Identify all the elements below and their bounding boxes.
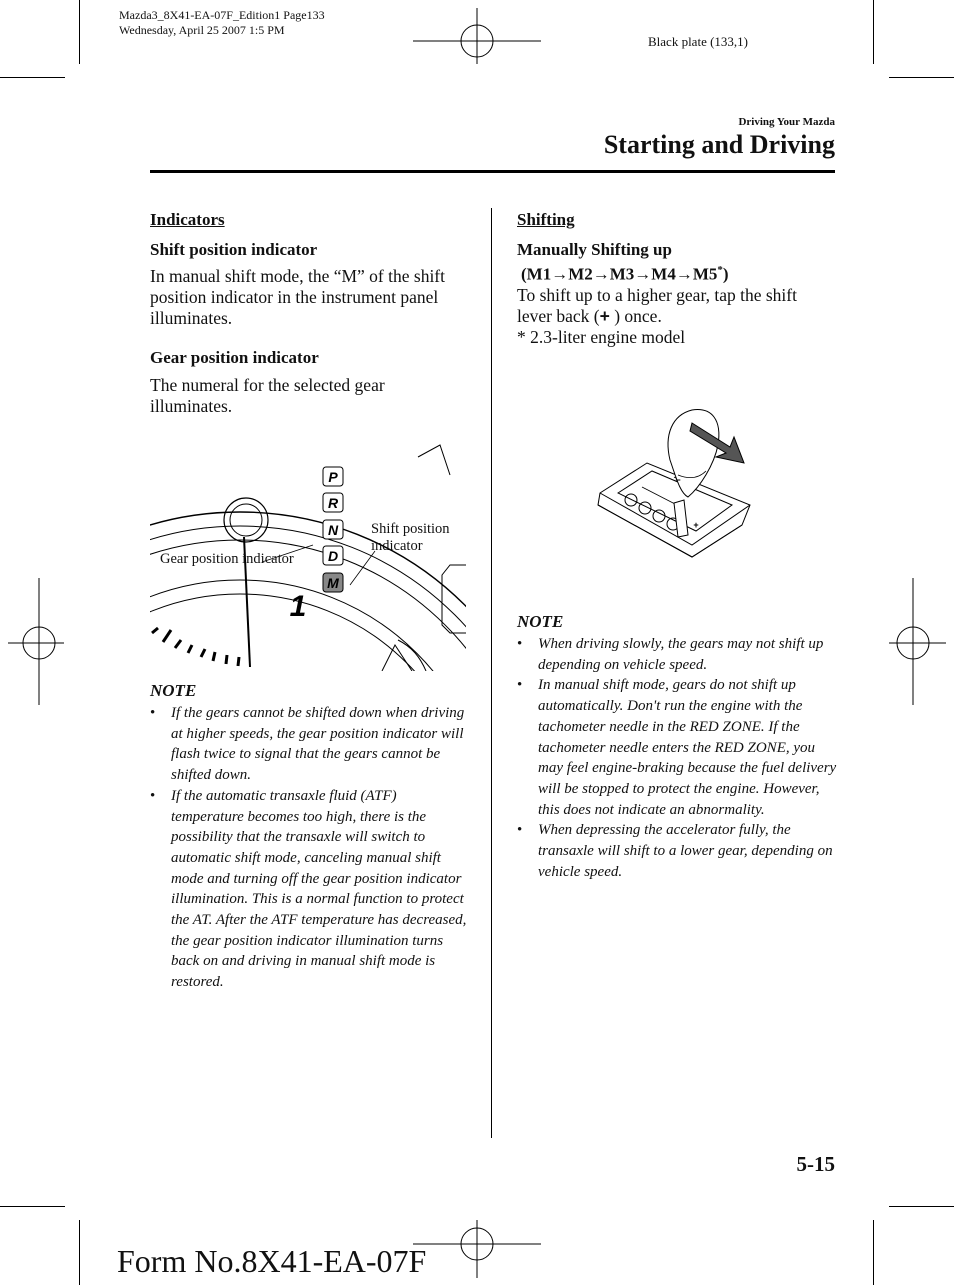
left-note-list bbox=[150, 703, 470, 993]
shifting-heading: Shifting bbox=[517, 210, 575, 229]
left-note bbox=[150, 681, 470, 993]
list-item: • When depressing the accelerator fully, the transaxle will shift to a lower gear, depending on vehicle speed. bbox=[517, 820, 839, 882]
shift-up-instruction bbox=[517, 285, 835, 327]
gear-sequence bbox=[517, 264, 835, 285]
shift-letter-r bbox=[323, 493, 343, 512]
svg-text:P: P bbox=[328, 469, 338, 485]
shift-position-label-line-1: Shift position bbox=[371, 521, 450, 537]
gear-position-text: The numeral for the selected gear illuminates. bbox=[150, 375, 385, 416]
right-note-list bbox=[517, 634, 839, 882]
gear-position-label: Gear position indicator bbox=[160, 551, 294, 567]
plus-mark: + bbox=[693, 520, 699, 530]
svg-text:D: D bbox=[327, 548, 339, 564]
right-note-title: NOTE bbox=[517, 612, 564, 631]
gear-numeral: 1 bbox=[289, 590, 307, 623]
gear-sequence-close: ) bbox=[722, 264, 729, 284]
svg-text:M: M bbox=[327, 575, 339, 591]
gear-position-subheading: Gear position indicator bbox=[150, 348, 319, 367]
shift-letter-n bbox=[323, 520, 343, 539]
left-column bbox=[150, 210, 470, 417]
manual-shift-up-subheading: Manually Shifting up bbox=[517, 240, 672, 259]
shift-letter-m bbox=[323, 573, 343, 592]
shift-up-text-b: ) once. bbox=[609, 305, 662, 326]
gear-sequence-asterisk: * bbox=[717, 264, 723, 276]
shift-position-label bbox=[371, 521, 450, 555]
list-item: • When driving slowly, the gears may not shift up depending on vehicle speed. bbox=[517, 634, 839, 675]
shift-lever-figure bbox=[592, 405, 757, 560]
shift-position-label-line-2: indicator bbox=[371, 538, 423, 554]
plate-label: Black plate (133,1) bbox=[648, 34, 748, 49]
printer-line-2: Wednesday, April 25 2007 1:5 PM bbox=[119, 23, 285, 37]
form-number: Form No.8X41-EA-07F bbox=[117, 1243, 427, 1279]
shift-letter-d bbox=[323, 546, 343, 565]
shift-position-subheading: Shift position indicator bbox=[150, 240, 318, 259]
header-rule bbox=[150, 170, 835, 173]
svg-text:N: N bbox=[327, 522, 339, 538]
svg-text:R: R bbox=[327, 495, 339, 511]
list-item: • If the automatic transaxle fluid (ATF) temperature becomes too high, there is the possibility that the transaxle will switch to automatic shift mode, canceling manual shift mode and turning off the gear position indicator illumination. This is a normal function to protect the AT. After the ATF temperature has decreased, the gear position indicator illumination turns back on and driving in manual shift mode is restored. bbox=[150, 786, 470, 993]
shift-position-text: In manual shift mode, the “M” of the shift position indicator in the instrument panel illuminates. bbox=[150, 266, 445, 328]
shift-letter-p bbox=[323, 467, 343, 486]
gear-sequence-text: (M1→M2→M3→M4→M5 bbox=[521, 264, 718, 284]
minus-mark: − bbox=[675, 475, 681, 485]
right-note bbox=[517, 612, 839, 882]
right-column bbox=[517, 210, 835, 348]
plus-icon: + bbox=[599, 305, 610, 326]
list-item: • If the gears cannot be shifted down when driving at higher speeds, the gear position indicator will flash twice to signal that the gears cannot be shifted down. bbox=[150, 703, 470, 786]
column-divider bbox=[491, 208, 492, 1138]
footnote: * 2.3-liter engine model bbox=[517, 326, 686, 347]
shift-up-text-a: To shift up to a higher gear, tap the shift lever back ( bbox=[517, 284, 797, 326]
page-title: Starting and Driving bbox=[603, 130, 835, 159]
indicators-heading: Indicators bbox=[150, 210, 225, 229]
left-note-title: NOTE bbox=[150, 681, 197, 700]
section-label: Driving Your Mazda bbox=[738, 116, 835, 128]
list-item: • In manual shift mode, gears do not shift up automatically. Don't run the engine with the tachometer needle in the RED ZONE. If the tachometer needle enters the RED ZONE, you may feel engine-braking because the fuel delivery will be stopped to protect the engine. However, this does not indicate an abnormality. bbox=[517, 675, 839, 820]
printer-line-1: Mazda3_8X41-EA-07F_Edition1 Page133 bbox=[119, 8, 325, 22]
page-number: 5-15 bbox=[796, 1152, 835, 1176]
